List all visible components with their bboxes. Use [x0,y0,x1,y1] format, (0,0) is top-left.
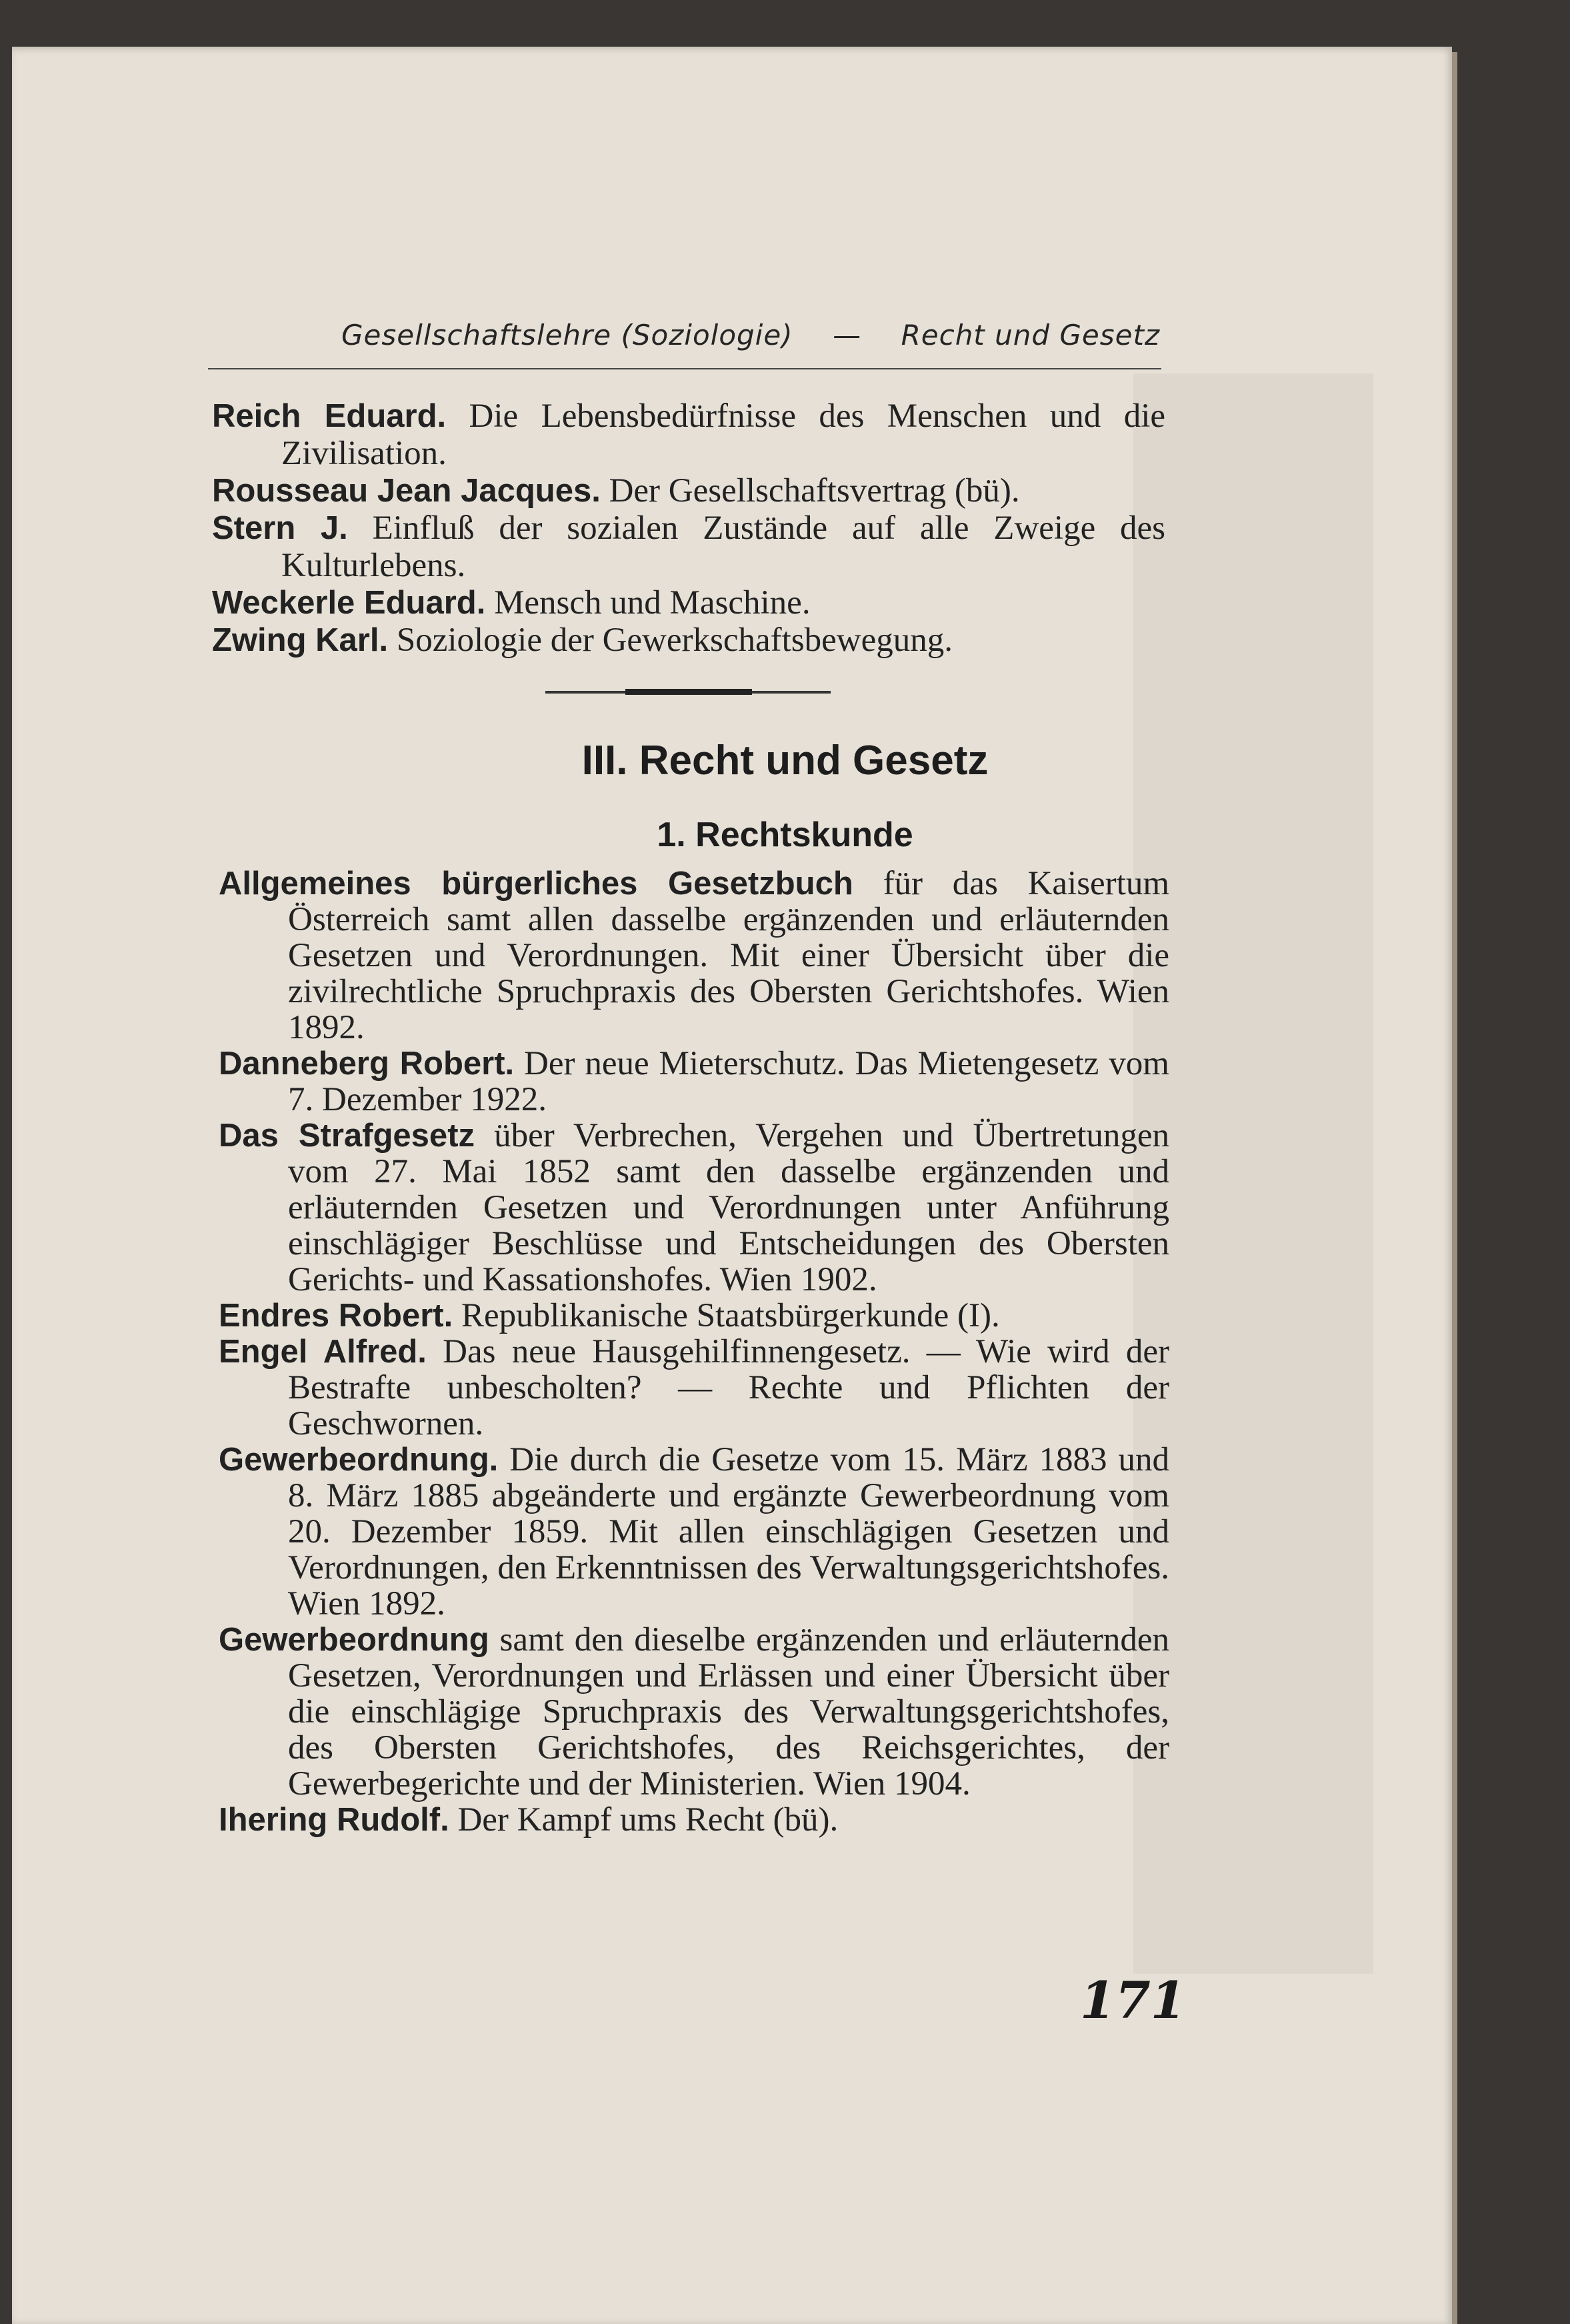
entry-text: samt den dieselbe ergänzenden und erläuternden Gesetzen, Verordnungen und Erlässen und einer Übersicht über die einschlägige Spruchpraxis des Verwaltungsgerichtshofes, des Obersten Gerichtshofes, des Reichsgerichtes, der Gewerbegerichte und der Ministerien. Wien 1904. [288,1621,1169,1803]
entry-author: Gewerbeordnung. [219,1442,499,1478]
entry-text: Einfluß der sozialen Zustände auf alle Zweige des Kulturlebens. [281,509,1166,584]
list-item [219,1118,1169,1298]
subsection-title: 1. Rechtskunde [657,816,913,854]
entry-author: Das Strafgesetz [219,1118,475,1154]
entry-text: Der Gesellschaftsvertrag (bü). [609,472,1020,509]
entry-author: Danneberg Robert. [219,1046,515,1082]
running-head-left: Gesellschaftslehre (Soziologie) [341,319,793,351]
entry-author: Endres Robert. [219,1298,453,1334]
entry-text: über Verbrechen, Vergehen und Übertretungen vom 27. Mai 1852 samt den dasselbe ergänzenden und erläuternden Gesetzen und Verordnungen unter Anführung einschlägiger Beschlüsse und Entscheidungen des Obersten Gerichts- und Kassationshofes. Wien 1902. [288,1117,1169,1298]
entry-author: Weckerle Eduard. [212,585,486,621]
list-item [219,866,1169,1046]
entry-author: Gewerbeordnung [219,1622,489,1658]
running-head-separator: — [833,319,862,351]
entry-author: Zwing Karl. [212,622,389,658]
running-head-right: Recht und Gesetz [901,319,1160,351]
entry-text: Das neue Hausgehilfinnengesetz. — Wie wird der Bestrafte unbescholten? — Rechte und Pflichten der Geschwornen. [288,1333,1170,1442]
top-entries [212,397,1165,659]
main-entries [219,866,1169,1838]
list-item [212,509,1165,584]
list-item [212,472,1165,509]
list-item [219,1442,1169,1622]
page-edge [1452,52,1457,2324]
list-item [219,1334,1169,1442]
entry-author: Engel Alfred. [219,1334,427,1370]
entry-text: Mensch und Maschine. [494,584,811,622]
entry-text: für das Kaisertum Österreich samt allen dasselbe ergänzenden und erläuternden Gesetzen und Verordnungen. Mit einer Übersicht über die zivilrechtliche Spruchpraxis des Obersten Gerichtshofes. Wien 1892. [288,865,1170,1046]
list-item [219,1046,1169,1118]
page-number: 171 [1080,1971,1186,2030]
entry-author: Rousseau Jean Jacques. [212,473,601,509]
entry-text: Der Kampf ums Recht (bü). [457,1801,839,1839]
entry-author: Stern J. [212,510,348,546]
entry-text: Soziologie der Gewerkschaftsbewegung. [396,622,953,659]
list-item [212,622,1165,659]
show-through-shadow [1133,373,1373,1974]
list-item [219,1802,1169,1838]
entry-author: Ihering Rudolf. [219,1802,449,1838]
entry-text: Republikanische Staatsbürgerkunde (I). [461,1297,1000,1334]
header-rule [208,368,1161,369]
entry-text: Die durch die Gesetze vom 15. März 1883 und 8. März 1885 abgeänderte und ergänzte Gewerbeordnung vom 20. Dezember 1859. Mit allen einschlägigen Gesetzen und Verordnungen, den Erkenntnissen des Verwaltungsgerichtshofes. Wien 1892. [288,1441,1170,1622]
running-head [341,319,1160,351]
entry-text: Die Lebensbedürfnisse des Menschen und die Zivilisation. [281,397,1166,472]
list-item [212,584,1165,622]
list-item [219,1622,1169,1802]
list-item [212,397,1165,472]
section-title: III. Recht und Gesetz [581,738,989,784]
entry-author: Reich Eduard. [212,398,447,434]
entry-author: Allgemeines bürgerliches Gesetzbuch [219,866,853,902]
entry-text: Der neue Mieterschutz. Das Mietengesetz vom 7. Dezember 1922. [288,1045,1169,1118]
section-divider [545,691,831,694]
list-item [219,1298,1169,1334]
